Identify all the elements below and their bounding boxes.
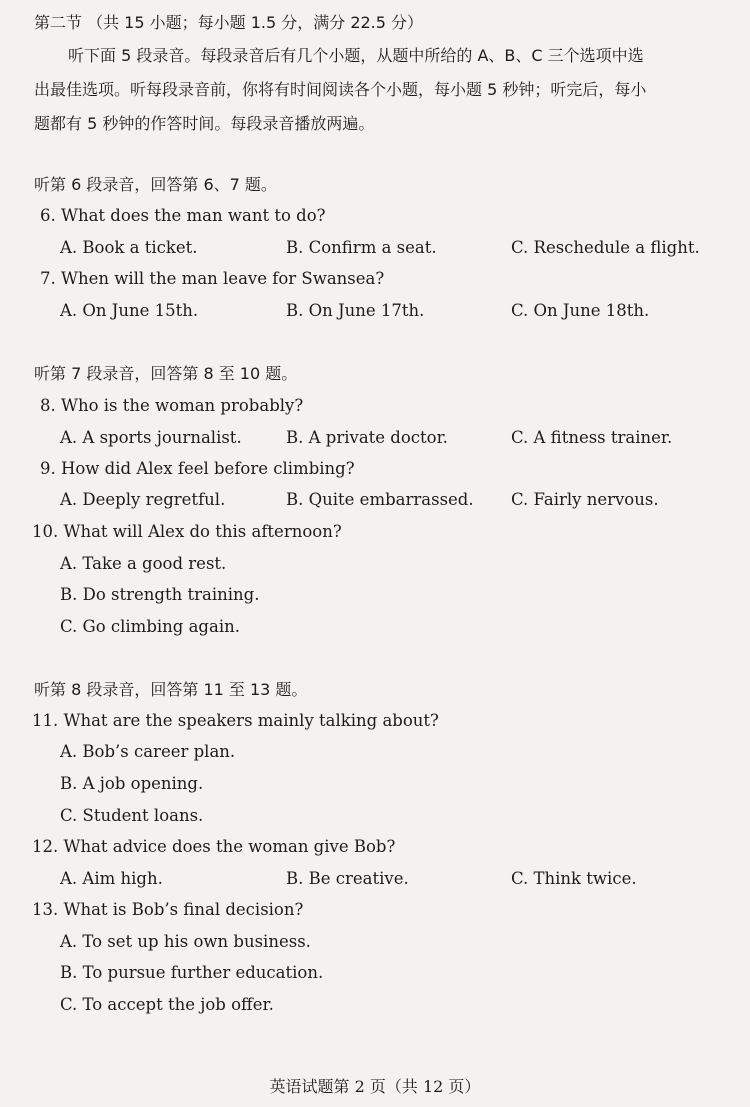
option-a: A. Aim high. bbox=[60, 869, 163, 888]
option-b: B. A job opening. bbox=[60, 774, 204, 793]
group-heading: 听第 6 段录音，回答第 6、7 题。 bbox=[34, 175, 277, 194]
option-c: C. A fitness trainer. bbox=[511, 428, 673, 447]
page-footer: 英语试题第 2 页（共 12 页） bbox=[269, 1077, 481, 1096]
question-stem: 6. What does the man want to do? bbox=[40, 206, 326, 225]
question-stem: 9. How did Alex feel before climbing? bbox=[40, 459, 355, 478]
option-c: C. Reschedule a flight. bbox=[511, 238, 700, 257]
option-b: B. On June 17th. bbox=[286, 301, 425, 320]
option-c: C. Go climbing again. bbox=[60, 617, 240, 636]
option-c: C. Fairly nervous. bbox=[511, 490, 659, 509]
option-a: A. Bob’s career plan. bbox=[60, 742, 236, 761]
option-b: B. Do strength training. bbox=[60, 585, 260, 604]
option-a: A. Take a good rest. bbox=[60, 554, 227, 573]
group-heading: 听第 7 段录音，回答第 8 至 10 题。 bbox=[34, 364, 298, 383]
section-header: 第二节 （共 15 小题；每小题 1.5 分，满分 22.5 分） bbox=[34, 13, 424, 32]
option-b: B. Be creative. bbox=[286, 869, 409, 888]
question-stem: 11. What are the speakers mainly talking about? bbox=[32, 711, 439, 730]
group-heading: 听第 8 段录音，回答第 11 至 13 题。 bbox=[34, 680, 308, 699]
option-b: B. To pursue further education. bbox=[60, 963, 324, 982]
option-a: A. To set up his own business. bbox=[60, 932, 311, 951]
question-stem: 8. Who is the woman probably? bbox=[40, 396, 304, 415]
option-b: B. Confirm a seat. bbox=[286, 238, 437, 257]
question-stem: 12. What advice does the woman give Bob? bbox=[32, 837, 396, 856]
question-stem: 10. What will Alex do this afternoon? bbox=[32, 522, 342, 541]
option-a: A. On June 15th. bbox=[60, 301, 199, 320]
option-a: A. Deeply regretful. bbox=[60, 490, 226, 509]
instruction-line: 听下面 5 段录音。每段录音后有几个小题，从题中所给的 A、B、C 三个选项中选 bbox=[68, 46, 644, 65]
option-c: C. On June 18th. bbox=[511, 301, 650, 320]
instruction-line: 出最佳选项。听每段录音前，你将有时间阅读各个小题，每小题 5 秒钟；听完后，每小 bbox=[34, 80, 647, 99]
option-c: C. Think twice. bbox=[511, 869, 637, 888]
option-a: A. A sports journalist. bbox=[60, 428, 242, 447]
option-c: C. Student loans. bbox=[60, 806, 204, 825]
question-stem: 13. What is Bob’s final decision? bbox=[32, 900, 304, 919]
question-stem: 7. When will the man leave for Swansea? bbox=[40, 269, 385, 288]
option-b: B. A private doctor. bbox=[286, 428, 448, 447]
option-c: C. To accept the job offer. bbox=[60, 995, 274, 1014]
option-b: B. Quite embarrassed. bbox=[286, 490, 474, 509]
instruction-line: 题都有 5 秒钟的作答时间。每段录音播放两遍。 bbox=[34, 114, 375, 133]
option-a: A. Book a ticket. bbox=[60, 238, 198, 257]
